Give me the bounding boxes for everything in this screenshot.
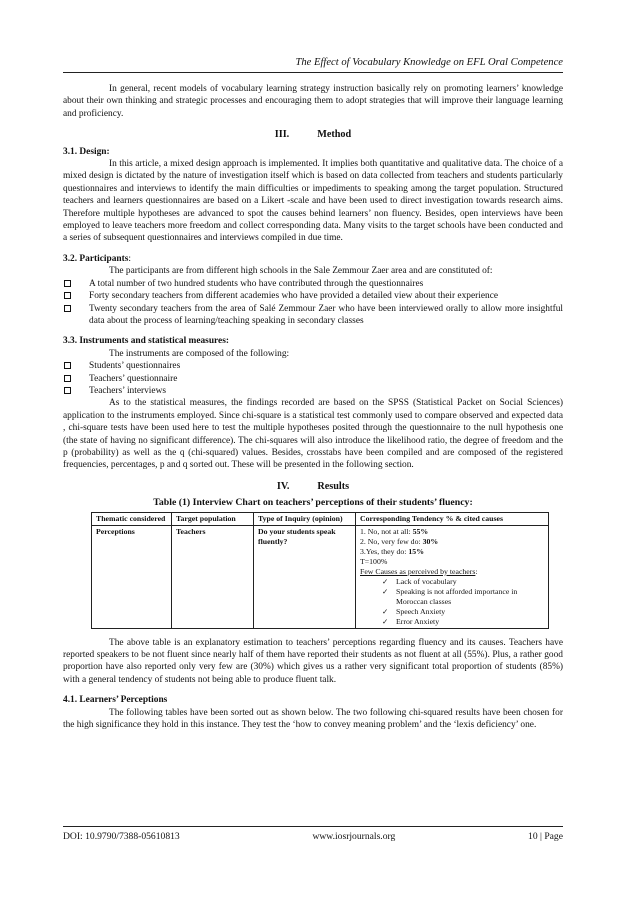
checkbox-icon xyxy=(64,362,71,369)
tendency-value: 55% xyxy=(412,526,429,536)
page xyxy=(63,56,563,731)
table-row xyxy=(92,525,549,628)
causes-list xyxy=(360,577,544,627)
tendency-value: 30% xyxy=(422,536,439,546)
list-item-text: Students’ questionnaires xyxy=(89,361,181,372)
design-paragraph: In this article, a mixed design approach is implemented. It implies both quantitative and qualitative data. The choice of a mixed design is dictated by the nature of investigation itself which is based on data collected from teachers and students particularly questionnaires and interviews to identify the main difficulties or impediments to speaking among the target population. Structured teachers and learners questionnaires are based on a Likert -scale and have been used to direct investigation towards research aims. Therefore multiple hypotheses are advanced to spot the causes behind learners’ non fluency. Besides, open interviews have been employed to leave teachers more freedom and collect corresponding data. Many visits to the target schools have been conducted and a series of subsequent questionnaires and interviews compiled in due time. xyxy=(63,159,563,244)
section-heading-method xyxy=(63,129,563,141)
check-icon-item: ✓ Lack of vocabulary xyxy=(382,577,544,587)
check-icon-item: ✓ Speaking is not afforded importance in Moroccan classes xyxy=(382,587,544,607)
learners-heading: 4.1. Learners’ Perceptions xyxy=(63,695,168,706)
section-number: III. xyxy=(274,129,290,141)
footer-site-link[interactable]: www.iosrjournals.org xyxy=(312,831,396,842)
instruments-heading: 3.3. Instruments and statistical measures: xyxy=(63,336,229,347)
table-caption: Table (1) Interview Chart on teachers’ perceptions of their students’ fluency: xyxy=(153,497,473,509)
section-number: IV. xyxy=(276,480,290,492)
causes-heading-text: Few Causes as perceived by teachers xyxy=(360,566,476,576)
participants-intro: The participants are from different high schools in the Sale Zemmour Zaer area and are constituted of: xyxy=(109,266,493,277)
participants-list xyxy=(63,278,563,328)
list-item xyxy=(63,278,563,290)
table-header-cell: Target population xyxy=(172,512,254,525)
section-heading-results xyxy=(63,481,563,493)
list-item xyxy=(63,373,563,385)
instruments-intro: The instruments are composed of the following: xyxy=(109,348,290,359)
checkbox-icon xyxy=(64,292,71,299)
causes-heading-colon: : xyxy=(475,566,478,576)
causes-heading xyxy=(360,567,544,577)
table-cell: Do your students speak fluently? xyxy=(254,525,356,628)
list-item-text: Teachers’ questionnaire xyxy=(89,373,178,384)
check-icon-item: ✓ Error Anxiety xyxy=(382,617,544,627)
tendency-value: 15% xyxy=(408,546,424,556)
checkbox-icon xyxy=(64,280,71,287)
footer-page-number: 10 | Page xyxy=(528,831,563,842)
interview-chart-table xyxy=(91,512,549,629)
page-footer xyxy=(63,826,563,843)
list-item xyxy=(63,290,563,302)
section-title: Method xyxy=(317,129,352,141)
table-cell-tendency xyxy=(356,525,549,628)
checkbox-icon xyxy=(64,305,71,312)
list-item-text: A total number of two hundred students who have contributed through the questionnaires xyxy=(89,278,424,289)
intro-paragraph: In general, recent models of vocabulary learning strategy instruction basically rely on promoting learners’ knowledge about their own thinking and strategic processes and encouraging them to adopt strategies that will improve their language learning and proficiency. xyxy=(63,84,563,119)
checkbox-icon xyxy=(64,387,71,394)
footer-doi: DOI: 10.9790/7388-05610813 xyxy=(63,831,180,842)
table-header-cell: Type of Inquiry (opinion) xyxy=(254,512,356,525)
list-item-text: Teachers’ interviews xyxy=(89,385,166,396)
checkbox-icon xyxy=(64,375,71,382)
list-item-text: Forty secondary teachers from different academies who have provided a detailed view about their experience xyxy=(89,291,499,302)
table-cell: Perceptions xyxy=(92,525,172,628)
table-cell: Teachers xyxy=(172,525,254,628)
tendency-line xyxy=(360,547,544,557)
design-heading: 3.1. Design: xyxy=(63,146,110,157)
table-header-cell: Thematic considered xyxy=(92,512,172,525)
participants-heading-colon: : xyxy=(128,253,131,264)
list-item xyxy=(63,385,563,397)
instruments-list xyxy=(63,360,563,397)
participants-heading xyxy=(63,253,563,265)
section-title: Results xyxy=(317,480,350,492)
table-header-row xyxy=(92,512,549,525)
list-item-text: Twenty secondary teachers from the area of Salé Zemmour Zaer who have been interviewed orally to allow more insightful data about the process of learning/teaching speaking in secondary classes xyxy=(89,303,563,326)
explanation-paragraph: The above table is an explanatory estimation to teachers’ perceptions regarding fluency and its causes. Teachers have reported speakers to be not fluent since nearly half of them have reported their students as not fluent at all (55%). Plus, a rather good proportion have also reported only very few are (30%) which gives us a rather very significant total proportion of students (85%) with a general tendency of students not being able to produce fluent talk. xyxy=(63,637,563,685)
tendency-label: 1. No, not at all: xyxy=(360,526,413,536)
tendency-label: 3.Yes, they do: xyxy=(360,546,409,556)
running-header: The Effect of Vocabulary Knowledge on EFL Oral Competence xyxy=(63,56,563,73)
list-item xyxy=(63,360,563,372)
tendency-line xyxy=(360,527,544,537)
tendency-label: 2. No, very few do: xyxy=(360,536,423,546)
participants-heading-text: 3.2. Participants xyxy=(63,253,129,264)
table-header-cell: Corresponding Tendency % & cited causes xyxy=(356,512,549,525)
check-icon-item: ✓ Speech Anxiety xyxy=(382,607,544,617)
tendency-line xyxy=(360,537,544,547)
statistics-paragraph: As to the statistical measures, the findings recorded are based on the SPSS (Statistical Packet on Social Sciences) application to the instruments employed. Since chi-square is a statistical test commonly used to compare observed and expected data , chi-square tests have been used here to test the multiple hypotheses posited through the questionnaire to the null hypothesis one (the state of having no significant difference). The chi-squares will also introduce the likelihood ratio, the degree of freedom and the p (probability) as well as the q (chi-squared) values. Besides, crosstabs have been compiled and are composed of the registered frequencies, percentages, p and q sorted out. These will be presented in the following section. xyxy=(63,398,563,471)
tendency-total: T=100% xyxy=(360,556,388,566)
list-item xyxy=(63,303,563,328)
learners-paragraph: The following tables have been sorted out as shown below. The two following chi-squared results have been chosen for the high significance they hold in this instance. They test the ‘how to convey meaning problem’ and the ‘lexis deficiency’ one. xyxy=(63,707,563,731)
